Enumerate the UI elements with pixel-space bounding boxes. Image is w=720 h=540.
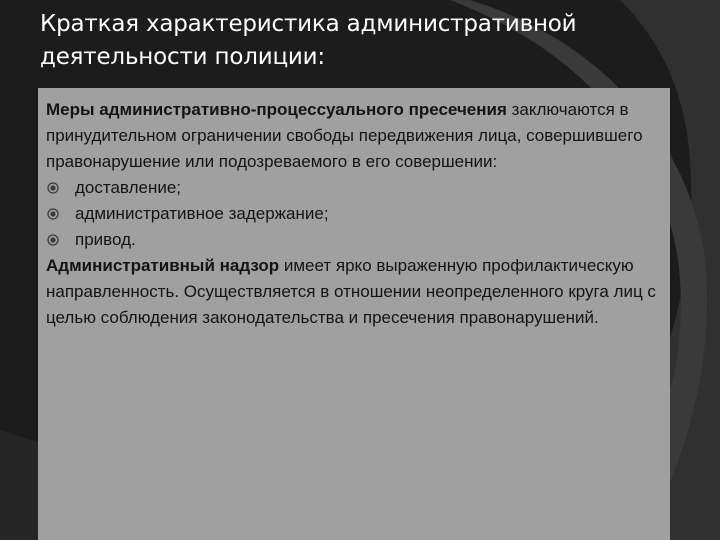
paragraph-preventive-measures <box>46 97 666 175</box>
slide-title: Краткая характеристика административной деятельности полиции: <box>40 11 577 70</box>
body-text <box>46 97 666 331</box>
list-item <box>46 227 666 253</box>
list-item-text: доставление; <box>75 178 182 197</box>
circle-bullet-icon <box>47 182 59 194</box>
list-item-text: привод. <box>75 230 136 249</box>
paragraph-admin-supervision-text: имеет ярко выраженную профилактическую направленность. Осуществляется в отношении неопределенного круга лиц с целью соблюдения законодательства и пресечения правонарушений. <box>46 256 656 327</box>
paragraph-admin-supervision <box>46 253 666 331</box>
list-item <box>46 175 666 201</box>
paragraph-preventive-measures-text: заключаются в принудительном ограничении свободы передвижения лица, совершившего правонарушение или подозреваемого в его совершении: <box>46 100 643 171</box>
list-item-text: административное задержание; <box>75 204 329 223</box>
term-preventive-measures: Меры административно-процессуального пресечения <box>46 100 507 119</box>
circle-bullet-icon <box>47 234 59 246</box>
circle-bullet-icon <box>47 208 59 220</box>
list-item <box>46 201 666 227</box>
term-admin-supervision: Административный надзор <box>46 256 280 275</box>
